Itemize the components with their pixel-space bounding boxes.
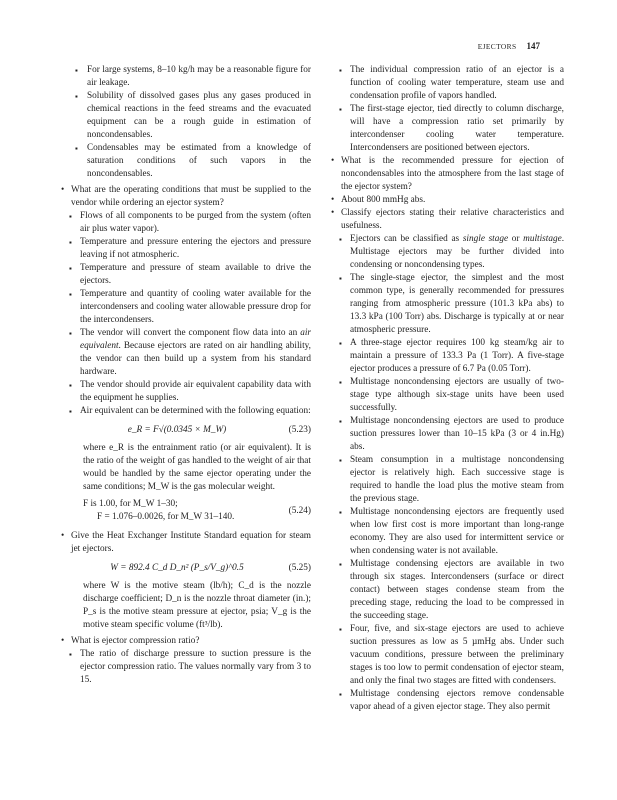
bullet-individual-ratio: ▪ The individual compression ratio of an ejector is a function of cooling water temperature, steam use and condensation profile of vapors handled. [339, 64, 564, 103]
equation-5-24 [83, 498, 311, 524]
single-stage-term: single stage [462, 234, 509, 244]
bullet-condensables: ▪ Condensables may be estimated from a knowledge of saturation conditions of such vapors in the noncondensables. [75, 142, 311, 181]
bullet-multistage-suction: ▪ Multistage noncondensing ejectors are used to produce suction pressures lower than 10–15 kPa (3 or 4 in.Hg) abs. [339, 415, 564, 454]
equation-5-24-line-1: F is 1.00, for M_W 1–30; [83, 499, 178, 509]
running-header [478, 41, 540, 51]
question-hei-equation: • Give the Heat Exchanger Institute Standard equation for steam jet ejectors. [61, 530, 311, 556]
air-equivalent-term: air equivalent [80, 328, 312, 351]
equation-5-23-number: (5.23) [288, 424, 311, 435]
bullet-vendor-convert: ▪ The vendor will convert the component flow data into an air equivalent. Because ejectors are rated on air handling ability, the vendor can then build up a system from his standard hardware. [69, 327, 311, 379]
equation-5-24-line-2: F = 1.076–0.0026, for M_W 31–140. [97, 512, 235, 522]
bullet-remove-condensable: ▪ Multistage condensing ejectors remove condensable vapor ahead of a given ejector stage. They also permit [339, 688, 564, 714]
bullet-multistage-two: ▪ Multistage noncondensing ejectors are usually of two-stage type although six-stage units have been used successfully. [339, 376, 564, 415]
where-5-23: where e_R is the entrainment ratio (or air equivalent). It is the ratio of the weight of gas handled to the weight of air that would be handled by the same ejector operating under the same conditions; M_W is the gas molecular weight. [83, 443, 311, 492]
equation-5-25-body: W = 892.4 C_d D_n² (P_s/V_g)^0.5 [110, 562, 244, 573]
left-column [61, 64, 311, 687]
answer-about-800: • About 800 mmHg abs. [331, 194, 564, 207]
question-compression-ratio: • What is ejector compression ratio? [61, 635, 311, 648]
bullet-air-equivalent: ▪ Air equivalent can be determined with the following equation: [69, 405, 311, 418]
bullet-steam-consumption: ▪ Steam consumption in a multistage noncondensing ejector is relatively high. Each successive stage is required to handle the load plus the motive steam from the previous stage. [339, 454, 564, 506]
bullet-three-stage: ▪ A three-stage ejector requires 100 kg steam/kg air to maintain a pressure of 133.3 Pa (1 Torr). A five-stage ejector produces a pressure of 6.7 Pa (0.05 Torr). [339, 337, 564, 376]
bullet-solubility: ▪ Solubility of dissolved gases plus any gases produced in chemical reactions in the feed streams and the evacuated equipment can be a rough guide in estimation of noncondensables. [75, 90, 311, 142]
bullet-classification: ▪ Ejectors can be classified as single stage or multistage. Multistage ejectors may be further divided into condensing or noncondensing types. [339, 233, 564, 272]
multistage-term: multistage [523, 234, 562, 244]
question-classify-ejectors: • Classify ejectors stating their relative characteristics and usefulness. [331, 207, 564, 233]
equation-5-25 [83, 556, 311, 580]
running-title: EJECTORS [477, 42, 517, 51]
question-operating-conditions: • What are the operating conditions that must be supplied to the vendor while ordering an ejector system? [61, 184, 311, 210]
where-5-25: where W is the motive steam (lb/h); C_d is the nozzle discharge coefficient; D_n is the nozzle throat diameter (in.); P_s is the motive steam pressure at ejector, psia; V_g is the motive steam specific volume (ft³/lb). [83, 581, 311, 630]
bullet-single-stage: ▪ The single-stage ejector, the simplest and the most common type, is generally recommended for pressures ranging from atmospheric pressure (101.3 kPa abs) to 13.3 kPa (100 Torr) abs. Discharge is typically at or near atmospheric pressure. [339, 272, 564, 337]
bullet-first-cost: ▪ Multistage noncondensing ejectors are frequently used when low first cost is more important than long-range economy. They are also used for intermittent service or when condensing water is not available. [339, 506, 564, 558]
bullet-large-systems: ▪ For large systems, 8–10 kg/h may be a reasonable figure for air leakage. [75, 64, 311, 90]
bullet-first-stage: ▪ The first-stage ejector, tied directly to column discharge, will have a compression ratio set primarily by intercondenser cooling water temperature. Intercondensers are positioned between ejectors. [339, 103, 564, 155]
question-recommended-pressure: • What is the recommended pressure for ejection of noncondensables into the atmosphere from the last stage of the ejector system? [331, 155, 564, 194]
equation-5-24-number: (5.24) [288, 505, 311, 516]
bullet-ratio-definition: ▪ The ratio of discharge pressure to suction pressure is the ejector compression ratio. The values normally vary from 3 to 15. [69, 648, 311, 687]
bullet-cooling-water: ▪ Temperature and quantity of cooling water available for the intercondensers and cooling water allowable pressure drop for the intercondensers. [69, 288, 311, 327]
equation-5-25-number: (5.25) [288, 562, 311, 573]
page-number: 147 [526, 41, 540, 51]
right-column [331, 64, 564, 714]
bullet-temperature-pressure: ▪ Temperature and pressure entering the ejectors and pressure leaving if not atmospheric. [69, 236, 311, 262]
bullet-flows: ▪ Flows of all components to be purged from the system (often air plus water vapor). [69, 210, 311, 236]
bullet-four-five-six: ▪ Four, five, and six-stage ejectors are used to achieve suction pressures as low as 5 µmHg abs. Under such vacuum conditions, pressure between the preliminary stages is too low to permit condensation of ejector steam, and only the final two stages are fitted with condensers. [339, 623, 564, 688]
bullet-steam-temperature: ▪ Temperature and pressure of steam available to drive the ejectors. [69, 262, 311, 288]
bullet-vendor-provide: ▪ The vendor should provide air equivalent capability data with the equipment he supplies. [69, 379, 311, 405]
equation-5-23-body: e_R = F√(0.0345 × M_W) [127, 424, 227, 435]
bullet-condensing: ▪ Multistage condensing ejectors are available in two through six stages. Intercondensers (surface or direct contact) between stages condense steam from the preceding stage, reducing the load to be compressed in the succeeding stage. [339, 558, 564, 623]
equation-5-23 [83, 418, 311, 442]
